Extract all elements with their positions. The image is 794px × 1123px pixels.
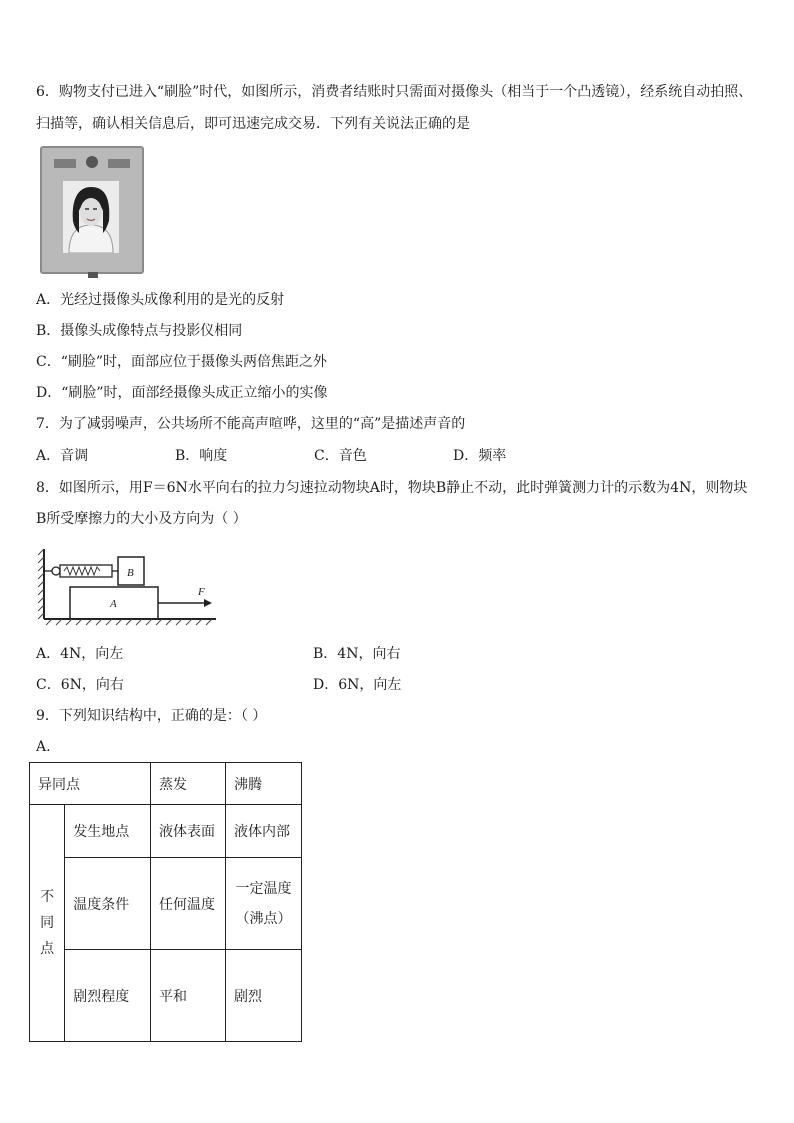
table-cell: 任何温度 bbox=[151, 858, 226, 950]
q8-option-b: B．4N，向右 bbox=[313, 646, 401, 662]
q8-stem-line2: B所受摩擦力的大小及方向为（ ） bbox=[36, 511, 247, 527]
q6-option-a: A．光经过摄像头成像利用的是光的反射 bbox=[36, 292, 285, 308]
friction-experiment-diagram bbox=[38, 545, 220, 629]
table-row bbox=[30, 805, 302, 858]
device-stand bbox=[88, 272, 98, 278]
q8-option-d: D．6N，向左 bbox=[313, 677, 402, 693]
table-cell: 一定温度（沸点） bbox=[226, 858, 302, 950]
table-cell: 液体内部 bbox=[226, 805, 302, 858]
face-pay-device-illustration bbox=[40, 146, 144, 274]
block-a-label: A bbox=[110, 598, 117, 610]
table-cell: 剧烈 bbox=[226, 950, 302, 1042]
q9-stem: 9．下列知识结构中，正确的是：（ ） bbox=[36, 708, 267, 724]
q7-stem: 7．为了减弱噪声，公共场所不能高声喧哗，这里的“高”是描述声音的 bbox=[36, 416, 466, 432]
q7-option-d: D．频率 bbox=[453, 448, 507, 464]
table-header-row bbox=[30, 763, 302, 805]
q8-option-c: C．6N，向右 bbox=[36, 677, 124, 693]
q9-option-a-label: A. bbox=[36, 739, 51, 755]
block-b-label: B bbox=[127, 567, 134, 579]
table-header-cell: 异同点 bbox=[30, 763, 151, 805]
q7-option-c: C．音色 bbox=[314, 448, 367, 464]
boiling-evaporation-table bbox=[29, 762, 302, 1042]
table-cell: 剧烈程度 bbox=[65, 950, 151, 1042]
q6-stem-line1: 6．购物支付已进入“刷脸”时代，如图所示，消费者结账时只需面对摄像头（相当于一个凸透镜），经系统自动拍照、 bbox=[36, 84, 753, 100]
camera-icon bbox=[86, 156, 98, 168]
q6-option-b: B．摄像头成像特点与投影仪相同 bbox=[36, 323, 243, 339]
face-photo bbox=[63, 181, 119, 253]
q8-option-a: A．4N，向左 bbox=[36, 646, 124, 662]
table-cell: 发生地点 bbox=[65, 805, 151, 858]
force-label: F bbox=[198, 586, 205, 598]
q6-option-c: C．“刷脸”时，面部应位于摄像头两倍焦距之外 bbox=[36, 354, 328, 370]
force-arrowhead bbox=[204, 599, 212, 607]
q7-option-b: B．响度 bbox=[175, 448, 228, 464]
q7-option-a: A．音调 bbox=[36, 448, 89, 464]
q8-stem-line1: 8．如图所示，用F＝6N水平向右的拉力匀速拉动物块A时，物块B静止不动，此时弹簧测力计的示数为4N，则物块 bbox=[36, 480, 748, 496]
spring-scale bbox=[44, 565, 118, 577]
device-display-left bbox=[54, 159, 76, 168]
table-cell: 平和 bbox=[151, 950, 226, 1042]
q6-option-d: D．“刷脸”时，面部经摄像头成正立缩小的实像 bbox=[36, 385, 328, 401]
table-cell: 液体表面 bbox=[151, 805, 226, 858]
q6-stem-line2: 扫描等，确认相关信息后，即可迅速完成交易．下列有关说法正确的是 bbox=[36, 116, 470, 132]
table-cell: 温度条件 bbox=[65, 858, 151, 950]
table-header-cell: 沸腾 bbox=[226, 763, 302, 805]
table-group-label: 不同点 bbox=[30, 805, 65, 1042]
table-row bbox=[30, 858, 302, 950]
table-header-cell: 蒸发 bbox=[151, 763, 226, 805]
table-row bbox=[30, 950, 302, 1042]
device-display-right bbox=[108, 159, 130, 168]
